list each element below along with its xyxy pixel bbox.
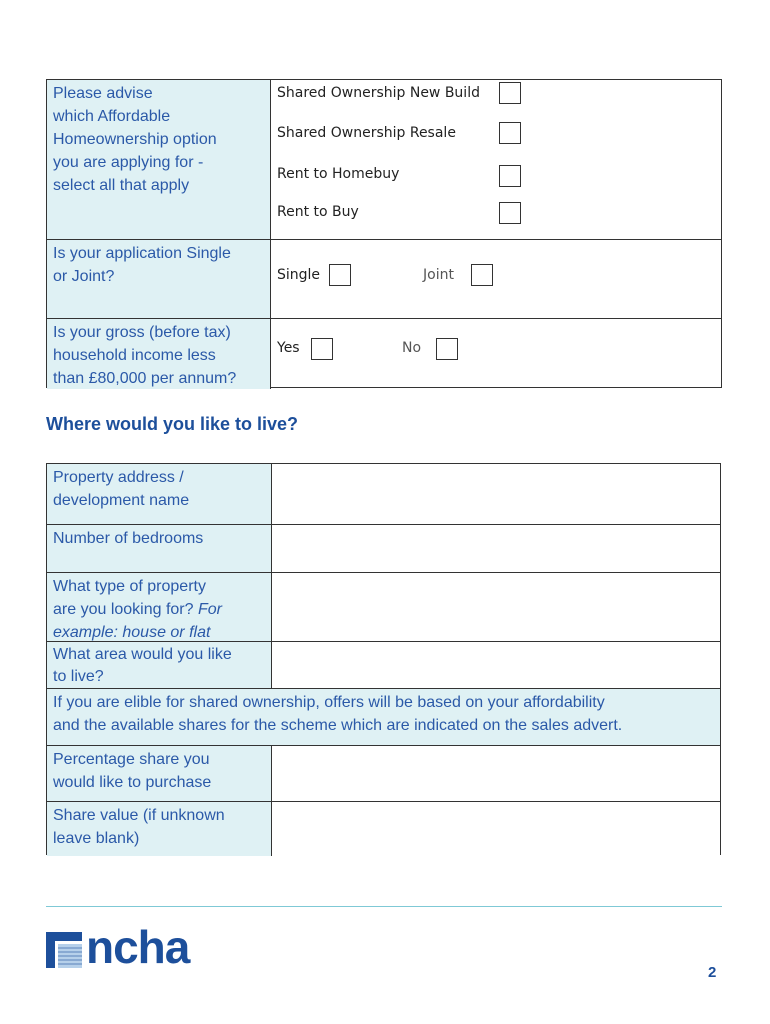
row-property-address xyxy=(47,464,720,525)
page-number: 2 xyxy=(708,964,717,981)
area-input[interactable] xyxy=(272,642,720,688)
label-percentage-share xyxy=(47,746,272,801)
option-label-joint: Joint xyxy=(423,267,454,283)
label-line: Percentage share you xyxy=(53,751,210,768)
label-line: development name xyxy=(53,492,190,509)
percentage-share-input[interactable] xyxy=(272,746,720,801)
label-line: Share value (if unknown xyxy=(53,807,225,824)
row-bedrooms xyxy=(47,525,720,573)
option-label-resale: Shared Ownership Resale xyxy=(277,125,456,141)
label-line: select all that apply xyxy=(53,177,190,194)
label-line: or Joint? xyxy=(53,268,115,285)
row-area xyxy=(47,642,720,689)
label-line: Is your gross (before tax) xyxy=(53,324,231,341)
checkbox-yes[interactable] xyxy=(311,338,333,360)
option-label-no: No xyxy=(402,340,422,356)
row-shared-ownership-note xyxy=(47,689,720,746)
row-income xyxy=(47,319,721,389)
note-line: If you are elible for shared ownership, offers will be based on your affordability xyxy=(53,694,605,711)
label-property-address xyxy=(47,464,272,524)
ncha-logo xyxy=(46,921,216,973)
question-application-type xyxy=(47,240,271,318)
location-table xyxy=(46,463,721,855)
label-line: you are applying for - xyxy=(53,154,204,171)
label-line: than £80,000 per annum? xyxy=(53,370,237,387)
options-homeownership xyxy=(271,80,721,239)
label-line: What area would you like xyxy=(53,646,232,663)
note-line: and the available shares for the scheme which are indicated on the sales advert. xyxy=(53,717,623,734)
option-label-rent-to-homebuy: Rent to Homebuy xyxy=(277,166,400,182)
label-line: Number of bedrooms xyxy=(53,530,204,547)
checkbox-joint[interactable] xyxy=(471,264,493,286)
checkbox-resale[interactable] xyxy=(499,122,521,144)
label-line: which Affordable xyxy=(53,108,171,125)
checkbox-new-build[interactable] xyxy=(499,82,521,104)
option-label-new-build: Shared Ownership New Build xyxy=(277,85,480,101)
checkbox-rent-to-homebuy[interactable] xyxy=(499,165,521,187)
options-application-type xyxy=(271,240,721,318)
property-type-input[interactable] xyxy=(272,573,720,641)
option-label-single: Single xyxy=(277,267,321,283)
checkbox-no[interactable] xyxy=(436,338,458,360)
label-line: to live? xyxy=(53,668,104,685)
section-heading: Where would you like to live? xyxy=(46,414,299,434)
label-line: What type of property xyxy=(53,578,206,595)
checkbox-single[interactable] xyxy=(329,264,351,286)
row-property-type xyxy=(47,573,720,642)
options-income xyxy=(271,319,721,389)
label-line xyxy=(53,621,265,644)
question-homeownership-option xyxy=(47,80,271,239)
share-value-input[interactable] xyxy=(272,802,720,856)
label-property-type xyxy=(47,573,272,641)
label-line: would like to purchase xyxy=(53,774,212,791)
label-area xyxy=(47,642,272,688)
label-share-value xyxy=(47,802,272,856)
shared-ownership-note xyxy=(47,689,720,745)
label-text: are you looking for? xyxy=(53,601,194,618)
label-bedrooms xyxy=(47,525,272,572)
example-text: example: house or flat xyxy=(53,624,211,641)
row-percentage-share xyxy=(47,746,720,802)
label-line: leave blank) xyxy=(53,830,140,847)
label-line xyxy=(53,598,265,621)
example-text: For xyxy=(197,601,222,618)
option-label-yes: Yes xyxy=(277,340,300,356)
logo-wordmark: ncha xyxy=(86,921,190,973)
row-share-value xyxy=(47,802,720,856)
bedrooms-input[interactable] xyxy=(272,525,720,572)
footer-divider xyxy=(46,906,722,907)
ncha-logo-mark-icon xyxy=(46,932,82,968)
row-application-type xyxy=(47,240,721,319)
label-line: Property address / xyxy=(53,469,184,486)
label-line: household income less xyxy=(53,347,216,364)
label-line: Homeownership option xyxy=(53,131,217,148)
checkbox-rent-to-buy[interactable] xyxy=(499,202,521,224)
row-homeownership-option xyxy=(47,80,721,240)
eligibility-table xyxy=(46,79,722,388)
option-label-rent-to-buy: Rent to Buy xyxy=(277,204,359,220)
property-address-input[interactable] xyxy=(272,464,720,524)
question-income xyxy=(47,319,271,389)
label-line: Is your application Single xyxy=(53,245,231,262)
label-line: Please advise xyxy=(53,85,153,102)
